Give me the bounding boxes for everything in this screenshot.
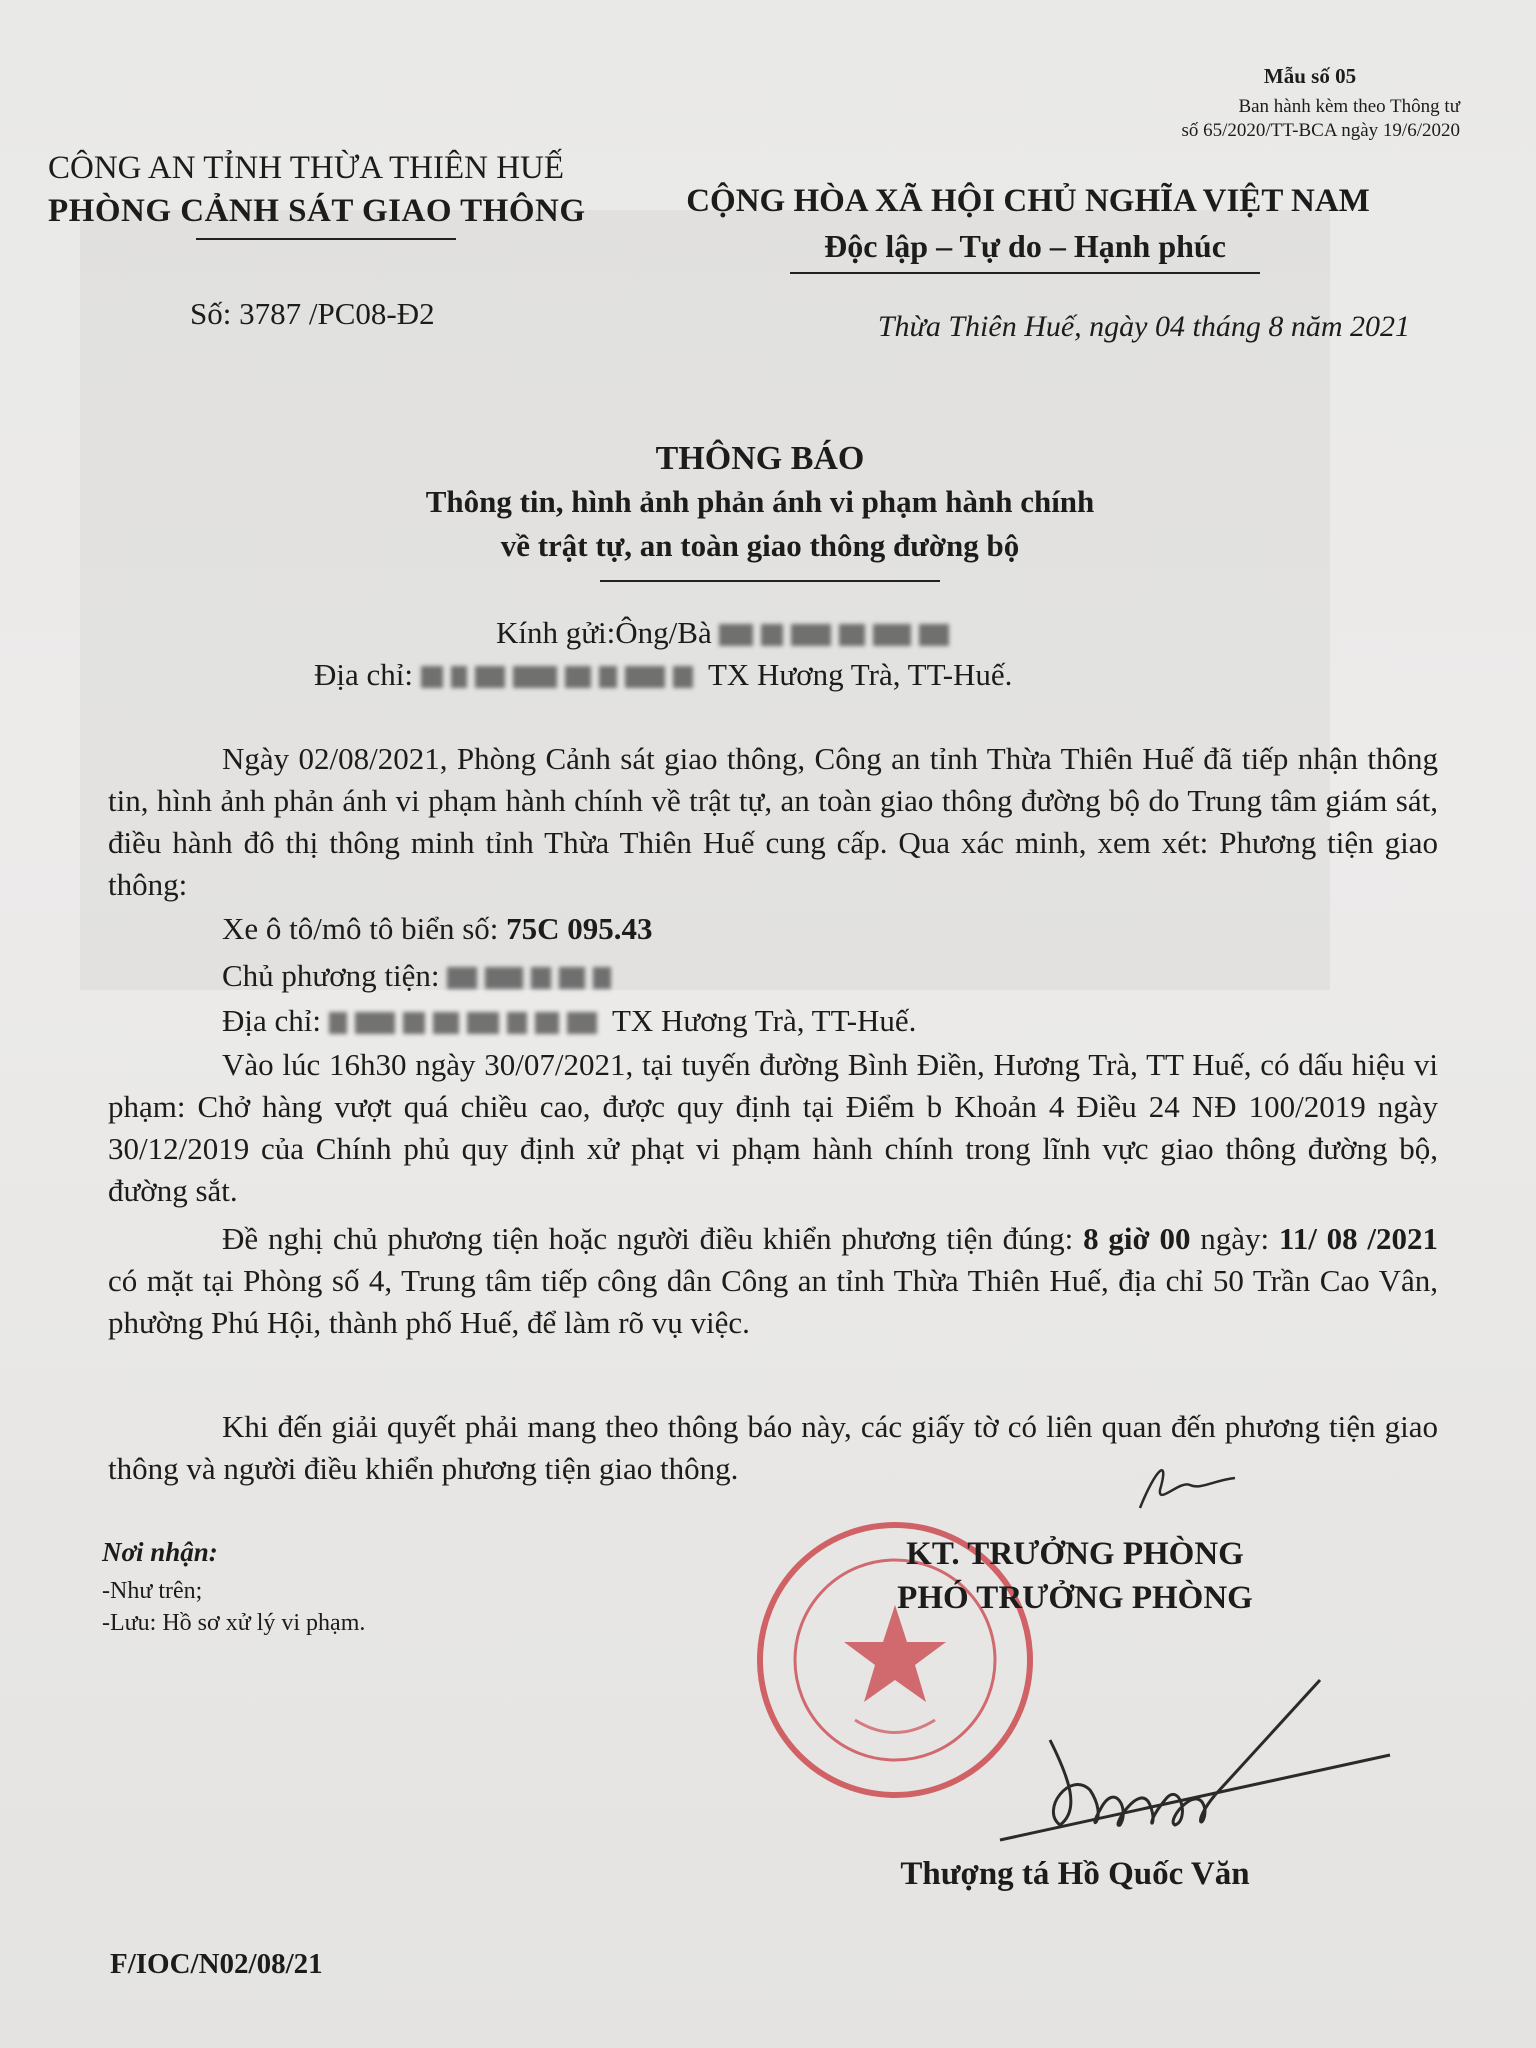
summons-text-1: Đề nghị chủ phương tiện hoặc người điều khiển phương tiện đúng: xyxy=(222,1221,1084,1256)
redacted-owner xyxy=(447,958,619,999)
owner-label: Chủ phương tiện: xyxy=(222,958,440,993)
summons-text-2: ngày: xyxy=(1190,1221,1279,1256)
handwritten-signature xyxy=(990,1660,1410,1860)
document-subtitle-2: về trật tự, an toàn giao thông đường bộ xyxy=(500,528,1020,563)
paragraph-summons xyxy=(108,1218,1438,1344)
agency-name: PHÒNG CẢNH SÁT GIAO THÔNG xyxy=(48,193,586,229)
recipient-item: -Lưu: Hồ sơ xử lý vi phạm. xyxy=(102,1610,366,1636)
recipient-item: -Như trên; xyxy=(102,1578,203,1604)
agency-parent: CÔNG AN TỈNH THỪA THIÊN HUẾ xyxy=(48,150,565,186)
owner-line xyxy=(222,955,619,999)
signer-name: Thượng tá Hồ Quốc Văn xyxy=(900,1856,1250,1892)
summons-date: 11/ 08 /2021 xyxy=(1278,1221,1439,1256)
redacted-owner-address xyxy=(329,1003,605,1044)
document-number: Số: 3787 /PC08-Đ2 xyxy=(190,296,435,331)
document-title: THÔNG BÁO xyxy=(655,440,865,477)
redacted-address xyxy=(421,657,701,698)
summons-text-3: có mặt tại Phòng số 4, Trung tâm tiếp công dân Công an tỉnh Thừa Thiên Huế, địa chỉ 50 Trần Cao Vân, phường Phú Hội, thành phố Huế, để làm rõ vụ việc. xyxy=(108,1263,1438,1340)
address-line xyxy=(314,654,1012,698)
summons-time: 8 giờ 00 xyxy=(1083,1221,1191,1256)
addressee-label: Kính gửi:Ông/Bà xyxy=(496,615,712,650)
recipients-title: Nơi nhận: xyxy=(102,1537,218,1567)
address-label: Địa chỉ: xyxy=(314,657,413,692)
place-date: Thừa Thiên Huế, ngày 04 tháng 8 năm 2021 xyxy=(877,310,1410,343)
form-number: Mẫu số 05 xyxy=(1263,64,1357,88)
addressee-line xyxy=(496,612,957,656)
agency-underline xyxy=(196,238,456,240)
paragraph-bring-documents: Khi đến giải quyết phải mang theo thông báo này, các giấy tờ có liên quan đến phương tiện giao thông và người điều khiển phương tiện giao thông. xyxy=(108,1409,1438,1486)
signature-title-1: KT. TRƯỞNG PHÒNG xyxy=(906,1536,1244,1572)
plate-line xyxy=(222,908,653,949)
form-issued-line: Ban hành kèm theo Thông tư xyxy=(1238,96,1460,117)
plate-number: 75C 095.43 xyxy=(506,911,653,946)
motto: Độc lập – Tự do – Hạnh phúc xyxy=(824,228,1226,264)
footer-code: F/IOC/N02/08/21 xyxy=(110,1948,323,1980)
paragraph-received: Ngày 02/08/2021, Phòng Cảnh sát giao thông, Công an tỉnh Thừa Thiên Huế đã tiếp nhận thông tin, hình ảnh phản ánh vi phạm hành chính về trật tự, an toàn giao thông đường bộ do Trung tâm giám sát, điều hành đô thị thông minh tỉnh Thừa Thiên Huế cung cấp. Qua xác minh, xem xét: Phương tiện giao thông: xyxy=(108,741,1438,902)
form-circular-line: số 65/2020/TT-BCA ngày 19/6/2020 xyxy=(1181,120,1460,141)
title-underline xyxy=(600,580,940,582)
signature-title-2: PHÓ TRƯỞNG PHÒNG xyxy=(897,1580,1253,1616)
republic-heading: CỘNG HÒA XÃ HỘI CHỦ NGHĨA VIỆT NAM xyxy=(686,183,1370,219)
motto-underline xyxy=(790,272,1260,274)
document-subtitle-1: Thông tin, hình ảnh phản ánh vi phạm hành chính xyxy=(425,484,1095,519)
owner-address-label: Địa chỉ: xyxy=(222,1003,321,1038)
owner-address-tail: TX Hương Trà, TT-Huế. xyxy=(611,1003,917,1038)
owner-address-line xyxy=(222,1000,916,1044)
paragraph-violation: Vào lúc 16h30 ngày 30/07/2021, tại tuyến đường Bình Điền, Hương Trà, TT Huế, có dấu hiệu vi phạm: Chở hàng vượt quá chiều cao, được quy định tại Điểm b Khoản 4 Điều 24 NĐ 100/2019 ngày 30/12/2019 của Chính phủ quy định xử phạt vi phạm hành chính trong lĩnh vực giao thông đường bộ, đường sắt. xyxy=(108,1047,1438,1208)
address-tail: TX Hương Trà, TT-Huế. xyxy=(707,657,1013,692)
redacted-name xyxy=(719,615,957,656)
initial-mark xyxy=(1130,1450,1240,1520)
plate-label: Xe ô tô/mô tô biển số: xyxy=(222,911,499,946)
